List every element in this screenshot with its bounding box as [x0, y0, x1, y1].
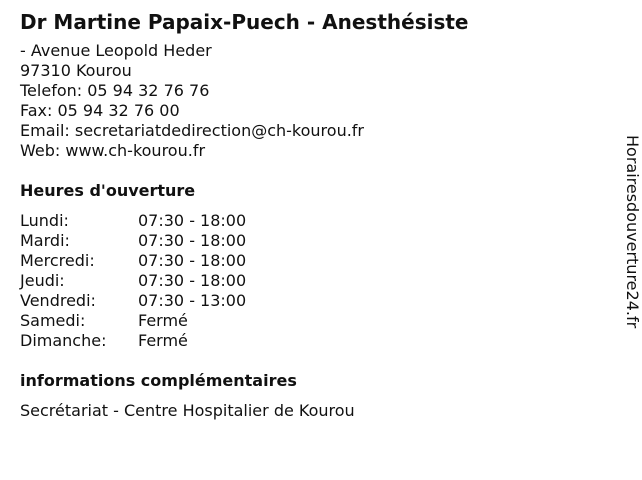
hours-row-thursday — [20, 271, 600, 291]
day-label: Mercredi: — [20, 251, 95, 270]
time-value: Fermé — [138, 311, 188, 330]
day-label: Vendredi: — [20, 291, 96, 310]
opening-hours-heading: Heures d'ouverture — [20, 181, 196, 200]
hours-row-tuesday — [20, 231, 600, 251]
business-card — [20, 9, 600, 421]
day-label: Samedi: — [20, 311, 86, 330]
time-value: 07:30 - 18:00 — [138, 271, 247, 290]
time-value: 07:30 - 18:00 — [138, 231, 247, 250]
brand-watermark: Horairesdouverture24.fr — [623, 135, 642, 329]
day-label: Mardi: — [20, 231, 70, 250]
hours-row-saturday — [20, 311, 600, 331]
street-address: - Avenue Leopold Heder — [20, 41, 212, 60]
email-address: Email: secretariatdedirection@ch-kourou.fr — [20, 121, 364, 140]
time-value: 07:30 - 13:00 — [138, 291, 247, 310]
hours-row-sunday — [20, 331, 600, 351]
fax-number: Fax: 05 94 32 76 00 — [20, 101, 180, 120]
phone-number: Telefon: 05 94 32 76 76 — [20, 81, 210, 100]
city-postal-code: 97310 Kourou — [20, 61, 132, 80]
day-label: Dimanche: — [20, 331, 107, 350]
address-block — [20, 41, 600, 161]
day-label: Lundi: — [20, 211, 69, 230]
day-label: Jeudi: — [20, 271, 65, 290]
page-title: Dr Martine Papaix-Puech - Anesthésiste — [20, 10, 469, 34]
additional-info-heading: informations complémentaires — [20, 371, 297, 390]
additional-info-text: Secrétariat - Centre Hospitalier de Kourou — [20, 401, 355, 420]
time-value: 07:30 - 18:00 — [138, 251, 247, 270]
website: Web: www.ch-kourou.fr — [20, 141, 206, 160]
hours-row-monday — [20, 211, 600, 231]
hours-row-wednesday — [20, 251, 600, 271]
time-value: Fermé — [138, 331, 188, 350]
time-value: 07:30 - 18:00 — [138, 211, 247, 230]
opening-hours-table — [20, 211, 600, 351]
hours-row-friday — [20, 291, 600, 311]
